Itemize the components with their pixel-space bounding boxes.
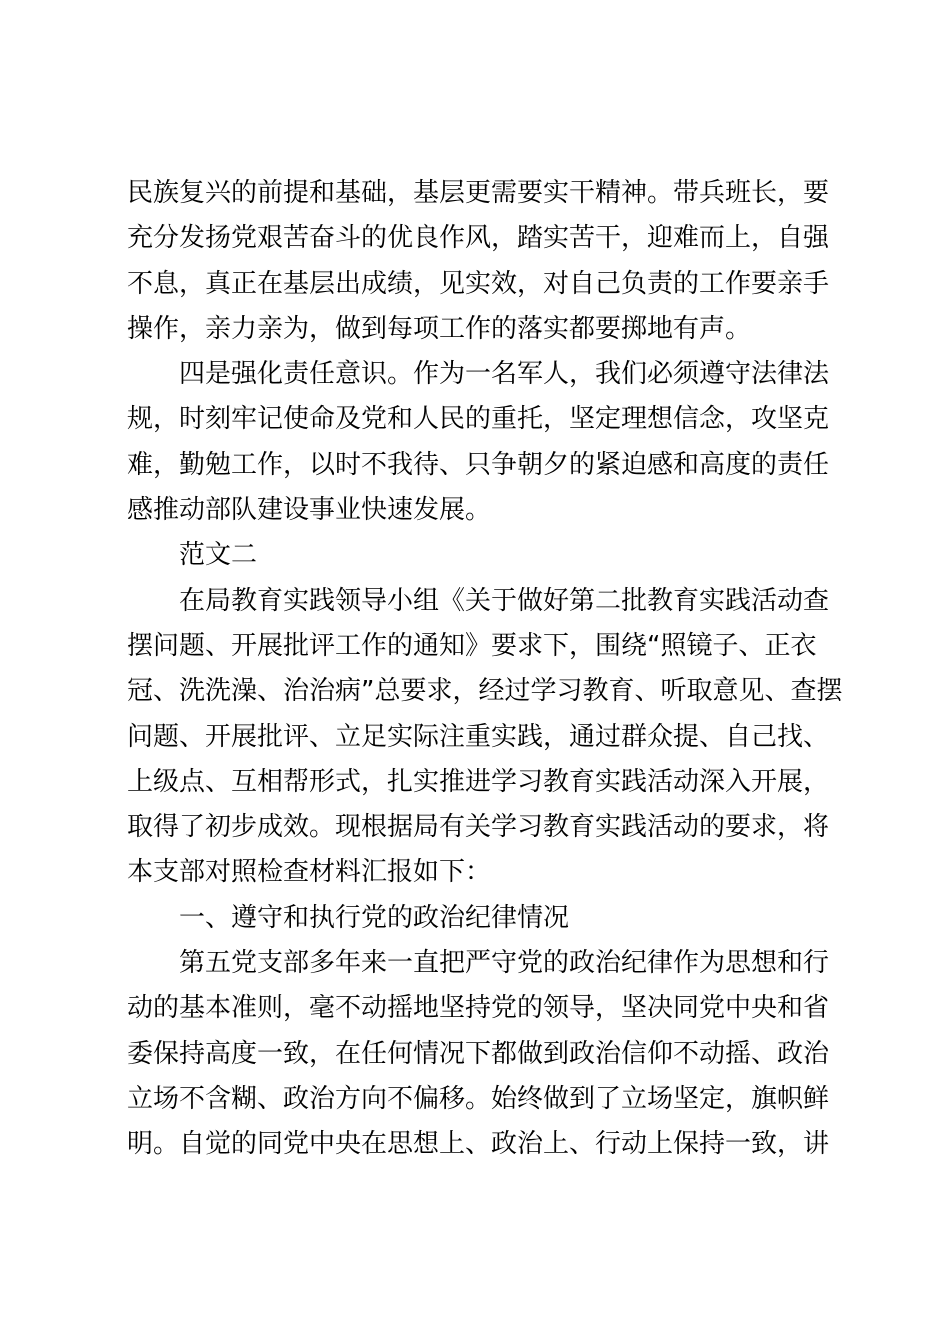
text-line: 规，时刻牢记使命及党和人民的重托，坚定理想信念，攻坚克 xyxy=(127,404,830,435)
text-line: 冠、洗洗澡、治治病”总要求，经过学习教育、听取意见、查摆 xyxy=(127,676,843,707)
text-line: 不息，真正在基层出成绩，见实效，对自己负责的工作要亲手 xyxy=(127,268,830,299)
text-line: 民族复兴的前提和基础，基层更需要实干精神。带兵班长，要 xyxy=(127,178,830,208)
text-line: 充分发扬党艰苦奋斗的优良作风，踏实苦干，迎难而上，自强 xyxy=(127,223,830,254)
text-line: 一、遵守和执行党的政治纪律情况 xyxy=(179,902,570,933)
text-line: 在局教育实践领导小组《关于做好第二批教育实践活动查 xyxy=(179,585,830,616)
text-line: 本支部对照检查材料汇报如下： xyxy=(127,857,492,888)
text-line: 上级点、互相帮形式，扎实推进学习教育实践活动深入开展， xyxy=(127,766,830,797)
text-line: 取得了初步成效。现根据局有关学习教育实践活动的要求，将 xyxy=(127,812,830,843)
text-line: 摆问题、开展批评工作的通知》要求下，围绕“照镜子、正衣 xyxy=(127,630,817,661)
text-line: 明。自觉的同党中央在思想上、政治上、行动上保持一致，讲 xyxy=(127,1129,830,1160)
text-line: 问题、开展批评、立足实际注重实践，通过群众提、自己找、 xyxy=(127,721,830,752)
text-line: 动的基本准则，毫不动摇地坚持党的领导，坚决同党中央和省 xyxy=(127,993,830,1024)
text-line: 操作，亲力亲为，做到每项工作的落实都要掷地有声。 xyxy=(127,313,752,344)
text-line: 感推动部队建设事业快速发展。 xyxy=(127,495,492,526)
text-line: 立场不含糊、政治方向不偏移。始终做到了立场坚定，旗帜鲜 xyxy=(127,1083,830,1114)
text-line: 四是强化责任意识。作为一名军人，我们必须遵守法律法 xyxy=(179,359,830,390)
document-body xyxy=(127,171,843,1168)
text-line: 范文二 xyxy=(179,540,258,571)
text-line: 委保持高度一致，在任何情况下都做到政治信仰不动摇、政治 xyxy=(127,1038,830,1069)
text-line: 难，勤勉工作，以时不我待、只争朝夕的紧迫感和高度的责任 xyxy=(127,449,830,480)
text-line: 第五党支部多年来一直把严守党的政治纪律作为思想和行 xyxy=(179,948,830,979)
